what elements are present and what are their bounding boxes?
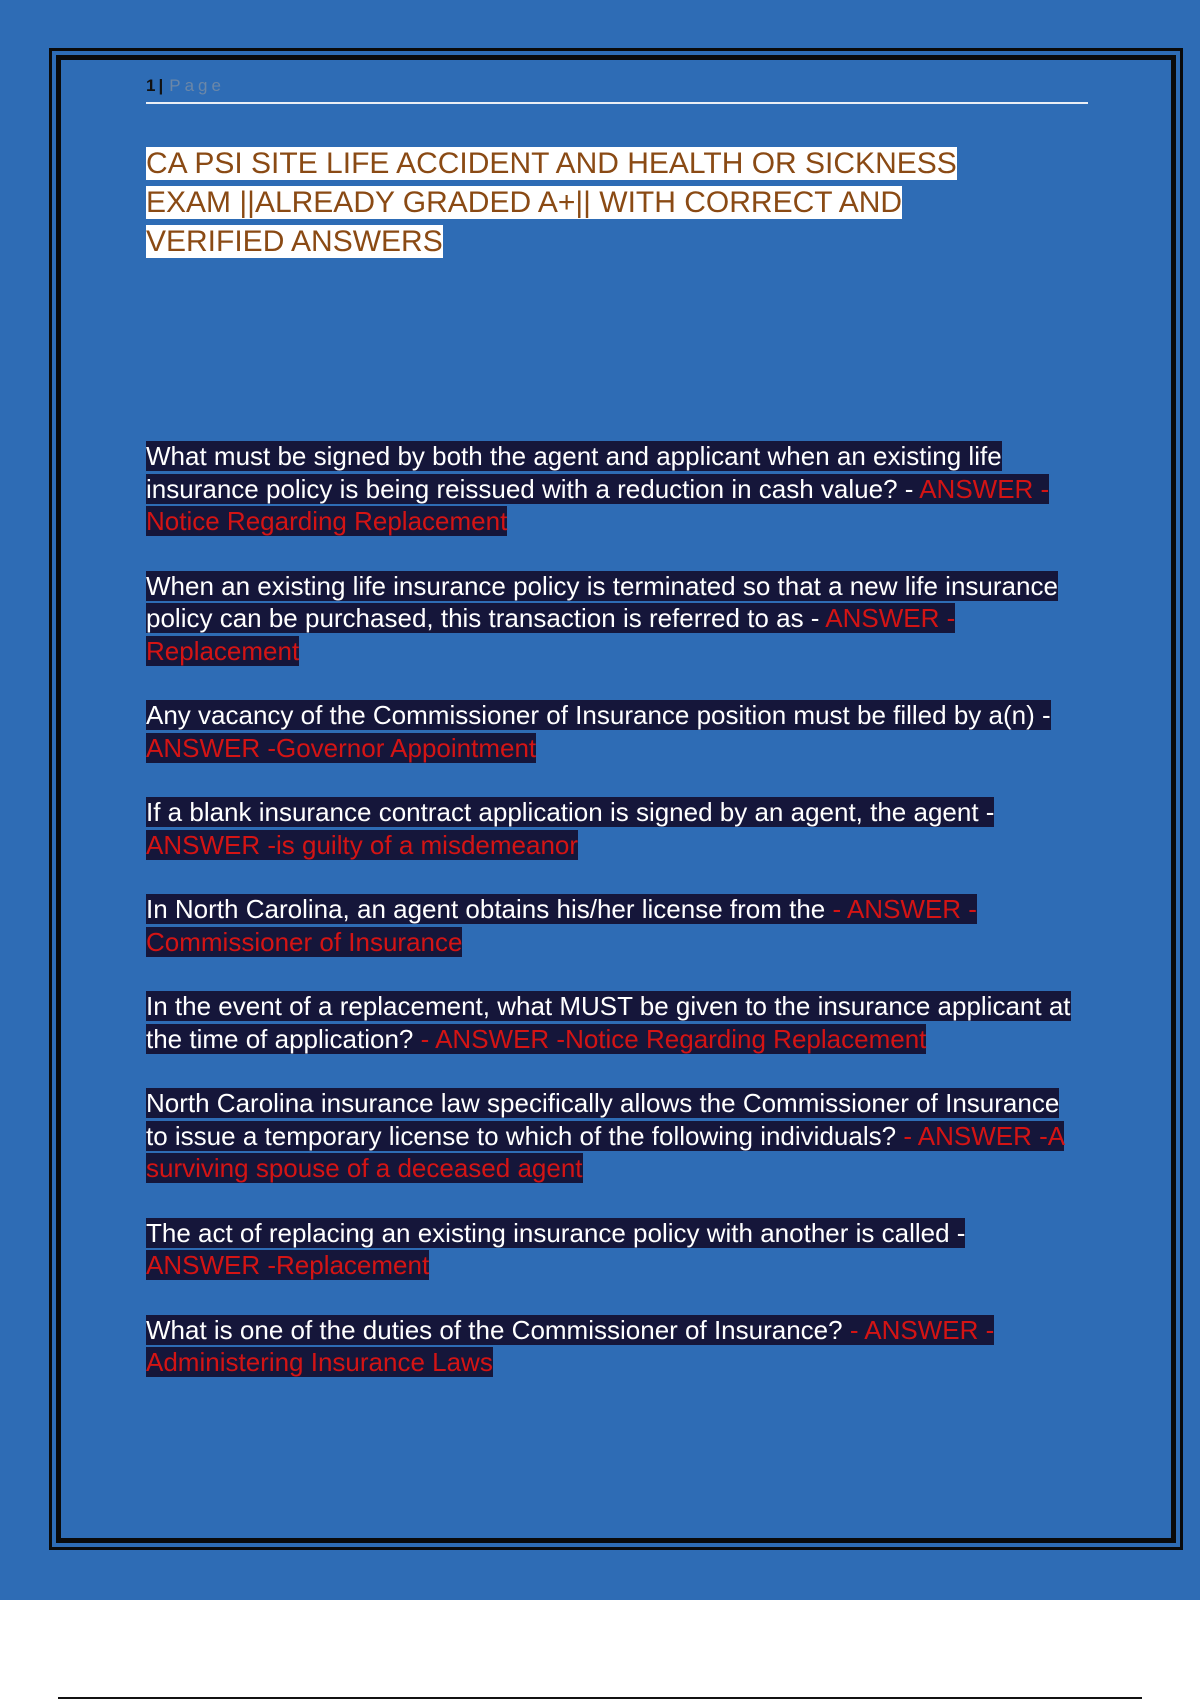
document-title-text: CA PSI SITE LIFE ACCIDENT AND HEALTH OR SICKNESS EXAM ||ALREADY GRADED A+|| WITH CORRECT AND VERIFIED ANSWERS: [146, 147, 957, 258]
next-page-rule: [58, 1697, 1142, 1699]
question-text: When an existing life insurance policy is terminated so that a new life insurance policy can be purchased, this transaction is referred to as -: [146, 570, 1058, 633]
answer-text: ANSWER -Replacement: [146, 603, 956, 666]
answer-text: - ANSWER -A surviving spouse of a deceased agent: [146, 1120, 1064, 1183]
qa-list: [146, 440, 1076, 1411]
answer-text: - ANSWER -Administering Insurance Laws: [146, 1314, 995, 1377]
answer-text: ANSWER -Notice Regarding Replacement: [146, 473, 1050, 536]
answer-text: - ANSWER -Notice Regarding Replacement: [420, 1023, 927, 1054]
answer-text: ANSWER -Replacement: [146, 1250, 430, 1280]
answer-text: ANSWER -Governor Appointment: [146, 732, 537, 763]
qa-item: [146, 990, 1076, 1055]
question-text: North Carolina insurance law specifically allows the Commissioner of Insurance to issue a temporary license to which of the following individuals?: [146, 1088, 1060, 1151]
question-text: What must be signed by both the agent and applicant when an existing life insurance policy is being reissued with a reduction in cash value? -: [146, 441, 1002, 504]
qa-item: [146, 570, 1076, 668]
qa-item: [146, 1314, 1076, 1379]
answer-text: - ANSWER -Commissioner of Insurance: [146, 894, 977, 957]
page-label: Page: [169, 76, 225, 95]
question-text: Any vacancy of the Commissioner of Insurance position must be filled by a(n) -: [146, 700, 1051, 730]
qa-item: [146, 893, 1076, 958]
answer-text: ANSWER -is guilty of a misdemeanor: [146, 829, 579, 860]
question-text: If a blank insurance contract application is signed by an agent, the agent -: [146, 797, 995, 827]
page-header: [146, 74, 1088, 104]
question-text: What is one of the duties of the Commissioner of Insurance?: [146, 1314, 843, 1345]
qa-item: [146, 1087, 1076, 1185]
qa-item: [146, 440, 1076, 538]
qa-item: [146, 796, 1076, 861]
document-title: [146, 144, 1046, 261]
question-text: The act of replacing an existing insurance policy with another is called -: [146, 1217, 966, 1248]
qa-item: [146, 699, 1076, 764]
question-text: In North Carolina, an agent obtains his/her license from the: [146, 894, 826, 924]
qa-item: [146, 1217, 1076, 1282]
page-number: 1: [146, 76, 156, 95]
page-separator: |: [158, 76, 164, 95]
question-text: In the event of a replacement, what MUST be given to the insurance applicant at the time of application?: [146, 991, 1071, 1054]
